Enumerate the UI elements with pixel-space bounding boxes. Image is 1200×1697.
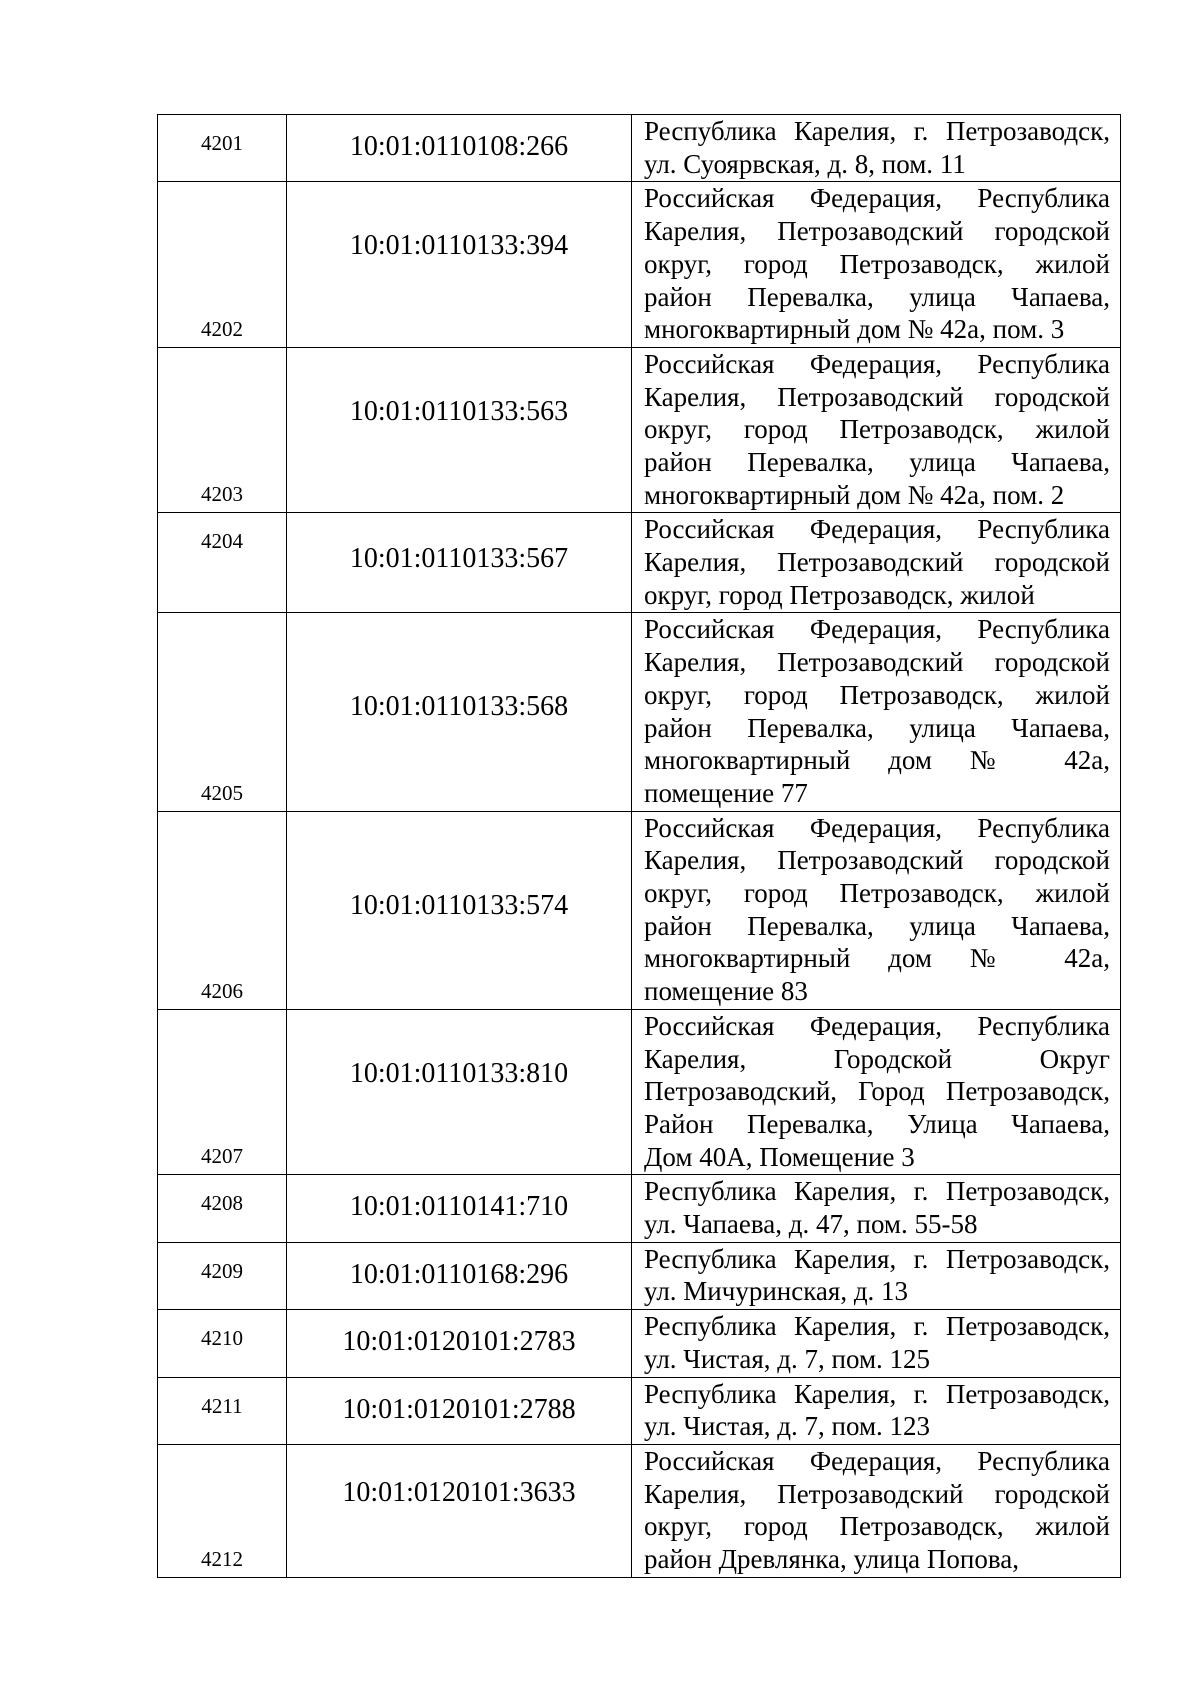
address-line: Республика Карелия, г. Петрозаводск, [644, 1176, 1110, 1207]
address-line: многоквартирный дом № 42а, пом. 3 [644, 314, 1065, 345]
cadastral-number: 10:01:0110133:568 [349, 691, 569, 723]
address-line: округ, город Петрозаводск, жилой [644, 1511, 1110, 1542]
address-line: Карелия, Петрозаводский городской [644, 845, 1110, 876]
address-cell [632, 1175, 1121, 1242]
registry-table [157, 114, 1121, 1578]
table-row [158, 1009, 1121, 1175]
address-text [632, 1445, 1120, 1576]
address-line: Карелия, Петрозаводский городской [644, 381, 1110, 412]
address-text [632, 1010, 1120, 1174]
row-number: 4206 [201, 978, 243, 1003]
address-text [632, 182, 1120, 346]
address-line: район Перевалка, улица Чапаева, [644, 281, 1110, 312]
address-text [632, 513, 1120, 611]
address-text [632, 613, 1120, 809]
address-line: округ, город Петрозаводск, жилой [644, 679, 1110, 710]
address-line: помещение 77 [644, 778, 808, 808]
address-line: Карелия, Петрозаводский городской [644, 216, 1110, 247]
address-line: многоквартирный дом № 42а, [644, 943, 1110, 974]
address-line: Российская Федерация, Республика [644, 614, 1110, 645]
cadastral-number: 10:01:0110133:394 [349, 230, 569, 262]
address-line: ул. Чистая, д. 7, пом. 123 [644, 1411, 931, 1442]
table-row [158, 347, 1121, 513]
address-line: Петрозаводский, Город Петрозаводск, [644, 1076, 1110, 1107]
address-line: Республика Карелия, г. Петрозаводск, [644, 1378, 1110, 1409]
address-cell [632, 115, 1121, 182]
address-text [632, 1243, 1120, 1308]
address-line: Дом 40А, Помещение 3 [644, 1141, 915, 1172]
row-number-cell [158, 1242, 287, 1309]
cadastral-number-cell [287, 613, 632, 811]
table-row [158, 1377, 1121, 1444]
table-row [158, 182, 1121, 348]
table-row [158, 115, 1121, 182]
cadastral-number-cell [287, 182, 632, 348]
address-line: Район Перевалка, Улица Чапаева, [644, 1108, 1110, 1139]
table-row [158, 1242, 1121, 1309]
address-line: ул. Чистая, д. 7, пом. 125 [644, 1343, 931, 1374]
row-number: 4207 [201, 1144, 243, 1169]
address-line: Карелия, Петрозаводский городской [644, 1478, 1110, 1509]
address-line: район Перевалка, улица Чапаева, [644, 447, 1110, 477]
address-text [632, 1378, 1120, 1443]
row-number-cell [158, 1377, 287, 1444]
table-row [158, 613, 1121, 811]
cadastral-number: 10:01:0120101:3633 [342, 1476, 576, 1508]
address-text [632, 348, 1120, 512]
row-number-cell [158, 1310, 287, 1377]
row-number-cell [158, 513, 287, 613]
address-line: многоквартирный дом № 42а, пом. 2 [644, 479, 1065, 510]
table-row [158, 513, 1121, 613]
address-line: Российская Федерация, Республика [644, 812, 1110, 843]
row-number: 4209 [201, 1258, 243, 1283]
cadastral-number-cell [287, 1444, 632, 1577]
address-line: помещение 83 [644, 976, 808, 1007]
address-line: округ, город Петрозаводск, жилой [644, 414, 1110, 445]
cadastral-number: 10:01:0110168:296 [349, 1258, 569, 1290]
address-line: ул. Суоярвская, д. 8, пом. 11 [644, 148, 966, 179]
address-cell [632, 1242, 1121, 1309]
row-number: 4203 [201, 482, 243, 507]
table-row [158, 1175, 1121, 1242]
address-line: Российская Федерация, Республика [644, 348, 1110, 379]
cadastral-number-cell [287, 1009, 632, 1175]
address-cell [632, 1377, 1121, 1444]
address-line: район Древлянка, улица Попова, [644, 1544, 1019, 1575]
registry-table-body [158, 115, 1121, 1578]
row-number: 4204 [201, 529, 243, 554]
address-cell [632, 1009, 1121, 1175]
cadastral-number-cell [287, 1175, 632, 1242]
address-line: округ, город Петрозаводск, жилой [644, 579, 1035, 610]
address-line: Российская Федерация, Республика [644, 1445, 1110, 1476]
row-number: 4212 [201, 1546, 243, 1571]
row-number: 4211 [201, 1393, 243, 1418]
row-number-cell [158, 613, 287, 811]
row-number: 4201 [201, 131, 243, 155]
cadastral-number-cell [287, 1377, 632, 1444]
row-number: 4208 [201, 1191, 243, 1216]
row-number-cell [158, 1444, 287, 1577]
row-number-cell [158, 811, 287, 1009]
address-text [632, 115, 1120, 180]
table-row [158, 1310, 1121, 1377]
address-line: многоквартирный дом № 42а, [644, 745, 1110, 776]
address-text [632, 1175, 1120, 1240]
cadastral-number: 10:01:0120101:2788 [342, 1393, 576, 1425]
address-line: Карелия, Петрозаводский городской [644, 647, 1110, 678]
address-line: округ, город Петрозаводск, жилой [644, 248, 1110, 279]
cadastral-number: 10:01:0110133:563 [349, 395, 569, 427]
row-number-cell [158, 1175, 287, 1242]
cadastral-number: 10:01:0120101:2783 [342, 1326, 576, 1358]
address-line: ул. Чапаева, д. 47, пом. 55-58 [644, 1209, 978, 1240]
cadastral-number-cell [287, 347, 632, 513]
address-line: ул. Мичуринская, д. 13 [644, 1276, 909, 1307]
cadastral-number: 10:01:0110133:574 [349, 889, 569, 921]
cadastral-number-cell [287, 115, 632, 182]
address-line: Республика Карелия, г. Петрозаводск, [644, 1311, 1110, 1342]
row-number-cell [158, 115, 287, 182]
address-line: Российская Федерация, Республика [644, 183, 1110, 214]
address-line: Карелия, Городской Округ [644, 1043, 1110, 1074]
address-line: район Перевалка, улица Чапаева, [644, 712, 1110, 743]
cadastral-number-cell [287, 1310, 632, 1377]
cadastral-number: 10:01:0110133:810 [349, 1057, 569, 1089]
cadastral-number: 10:01:0110141:710 [349, 1191, 569, 1223]
address-cell [632, 513, 1121, 613]
address-line: район Перевалка, улица Чапаева, [644, 910, 1110, 941]
address-line: Российская Федерация, Республика [644, 514, 1110, 545]
cadastral-number-cell [287, 1242, 632, 1309]
address-cell [632, 1310, 1121, 1377]
address-line: Республика Карелия, г. Петрозаводск, [644, 1243, 1110, 1274]
row-number: 4202 [201, 316, 243, 341]
address-cell [632, 347, 1121, 513]
table-row [158, 1444, 1121, 1577]
address-cell [632, 182, 1121, 348]
row-number: 4210 [201, 1326, 243, 1351]
cadastral-number: 10:01:0110108:266 [349, 131, 569, 162]
cadastral-number-cell [287, 811, 632, 1009]
address-line: Карелия, Петрозаводский городской [644, 547, 1110, 578]
cadastral-number: 10:01:0110133:567 [349, 543, 569, 575]
address-text [632, 812, 1120, 1008]
cadastral-number-cell [287, 513, 632, 613]
address-cell [632, 811, 1121, 1009]
row-number: 4205 [201, 780, 243, 805]
address-text [632, 1310, 1120, 1375]
address-cell [632, 613, 1121, 811]
address-cell [632, 1444, 1121, 1577]
address-line: Российская Федерация, Республика [644, 1010, 1110, 1041]
address-line: Республика Карелия, г. Петрозаводск, [644, 116, 1110, 146]
row-number-cell [158, 1009, 287, 1175]
row-number-cell [158, 347, 287, 513]
row-number-cell [158, 182, 287, 348]
table-row [158, 811, 1121, 1009]
address-line: округ, город Петрозаводск, жилой [644, 878, 1110, 909]
